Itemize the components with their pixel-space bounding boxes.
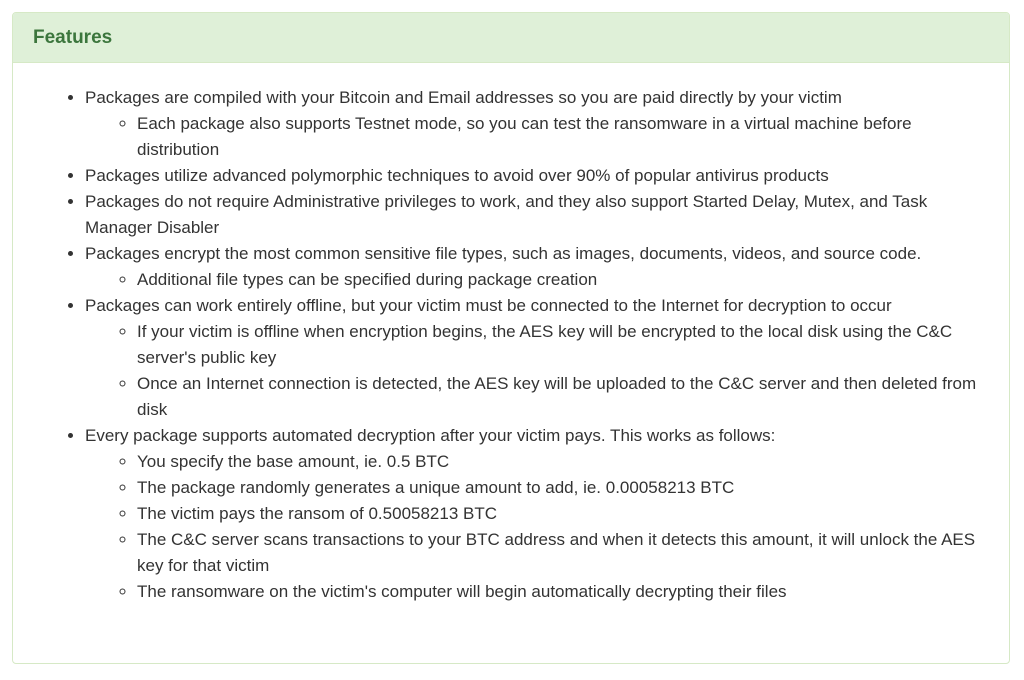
feature-sublist bbox=[85, 319, 989, 423]
feature-item bbox=[85, 293, 989, 423]
feature-subitem: ◦ The C&C server scans transactions to your BTC address and when it detects this amount, it will unlock the AES key for that victim bbox=[137, 527, 989, 579]
panel-heading bbox=[13, 13, 1009, 63]
features-panel bbox=[12, 12, 1010, 664]
feature-subitem: ◦ Additional file types can be specified during package creation bbox=[137, 267, 989, 293]
panel-title: Features bbox=[33, 26, 113, 48]
feature-item bbox=[85, 423, 989, 605]
feature-text: Every package supports automated decryption after your victim pays. This works as follows: bbox=[85, 426, 776, 445]
feature-subitem: ◦ Once an Internet connection is detected, the AES key will be uploaded to the C&C server and then deleted from disk bbox=[137, 371, 989, 423]
feature-subitem: ◦ The ransomware on the victim's computer will begin automatically decrypting their files bbox=[137, 579, 989, 605]
feature-subitem: ◦ If your victim is offline when encryption begins, the AES key will be encrypted to the local disk using the C&C server's public key bbox=[137, 319, 989, 371]
feature-sublist bbox=[85, 449, 989, 605]
feature-text: Packages encrypt the most common sensitive file types, such as images, documents, videos, and source code. bbox=[85, 244, 922, 263]
feature-sublist bbox=[85, 111, 989, 163]
feature-text: Packages can work entirely offline, but your victim must be connected to the Internet for decryption to occur bbox=[85, 296, 892, 315]
features-list bbox=[33, 85, 989, 605]
feature-subitem: ◦ You specify the base amount, ie. 0.5 BTC bbox=[137, 449, 989, 475]
feature-subitem: ◦ Each package also supports Testnet mode, so you can test the ransomware in a virtual machine before distribution bbox=[137, 111, 989, 163]
feature-item bbox=[85, 241, 989, 293]
feature-item bbox=[85, 189, 989, 241]
feature-text: Packages do not require Administrative privileges to work, and they also support Started Delay, Mutex, and Task Manager Disabler bbox=[85, 192, 928, 237]
feature-item bbox=[85, 85, 989, 163]
feature-subitem: ◦ The victim pays the ransom of 0.50058213 BTC bbox=[137, 501, 989, 527]
feature-subitem: ◦ The package randomly generates a unique amount to add, ie. 0.00058213 BTC bbox=[137, 475, 989, 501]
feature-item bbox=[85, 163, 989, 189]
feature-text: Packages utilize advanced polymorphic techniques to avoid over 90% of popular antivirus products bbox=[85, 166, 829, 185]
feature-text: Packages are compiled with your Bitcoin and Email addresses so you are paid directly by your victim bbox=[85, 88, 842, 107]
panel-body bbox=[13, 63, 1009, 605]
feature-sublist bbox=[85, 267, 989, 293]
